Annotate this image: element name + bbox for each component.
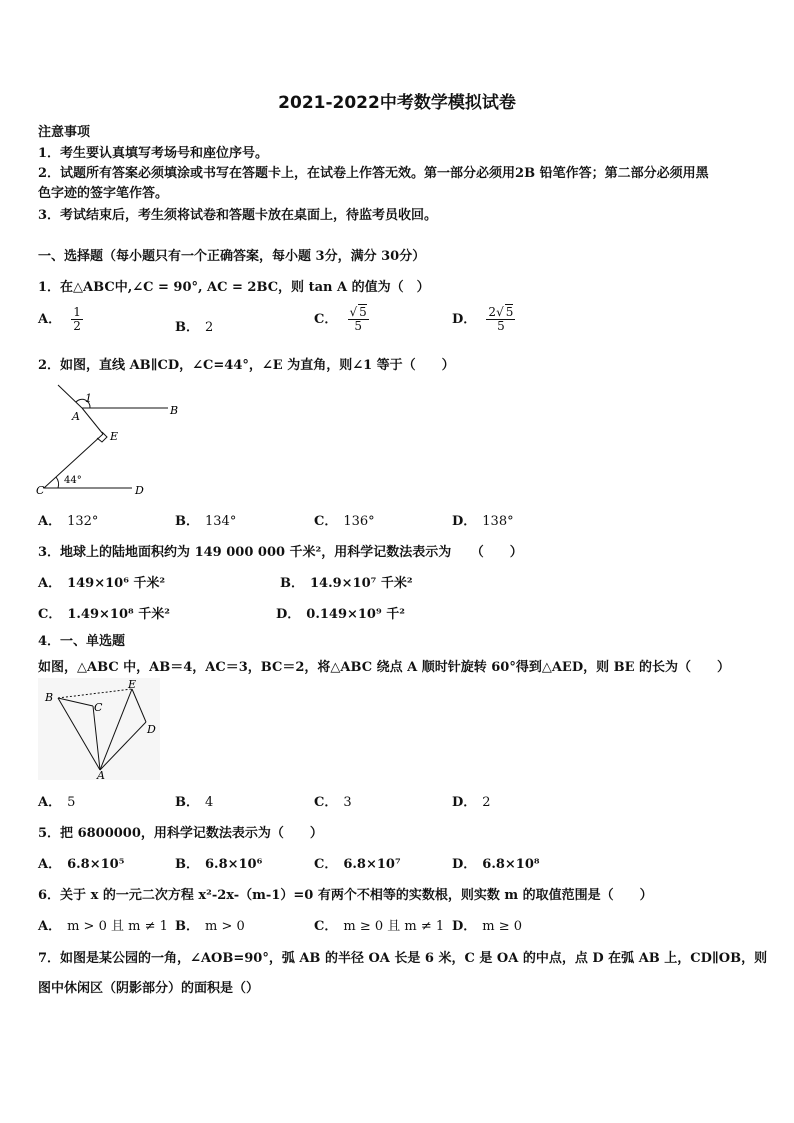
option-text: 14.9×10⁷ 千米² xyxy=(310,576,413,591)
numerator: √ 5 xyxy=(349,305,367,319)
q4-option-c xyxy=(314,791,352,810)
q7-stem-line-1: 7．如图是某公园的一角，∠AOB=90°，弧 AB 的半径 OA 长是 6 米，C 是 OA 的中点，点 D 在弧 AB 上，CD∥OB，则 xyxy=(38,951,768,966)
option-key: B． xyxy=(175,320,199,335)
q5-stem: 5．把 6800000，用科学记数法表示为（ ） xyxy=(38,826,323,841)
label-1: 1 xyxy=(85,392,92,405)
option-key: C． xyxy=(38,607,62,622)
option-key: A． xyxy=(38,312,62,328)
denominator: 2 xyxy=(73,319,81,334)
label-d: D xyxy=(135,484,144,497)
q1-option-d xyxy=(452,306,515,333)
option-text: 134° xyxy=(205,514,237,529)
q5-option-d xyxy=(452,853,540,872)
option-text: 136° xyxy=(343,514,375,529)
option-key: C． xyxy=(314,857,338,872)
option-key: A． xyxy=(38,795,62,810)
option-text: m > 0 xyxy=(205,919,245,934)
label-d: D xyxy=(147,723,156,736)
q3-option-d xyxy=(276,603,405,622)
option-text: 6.8×10⁵ xyxy=(67,857,125,872)
option-text: 149×10⁶ 千米² xyxy=(67,576,166,591)
section-heading: 一、选择题（每小题只有一个正确答案，每小题 3分，满分 30分） xyxy=(38,249,426,264)
option-text: m ≥ 0 且 m ≠ 1 xyxy=(343,919,445,934)
option-text: 1.49×10⁸ 千米² xyxy=(67,607,170,622)
notice-item-2: 2．试题所有答案必须填涂或书写在答题卡上，在试卷上作答无效。第一部分必须用2B 铅笔作答；第二部分必须用黑 xyxy=(38,166,709,181)
fraction xyxy=(71,306,83,333)
option-key: B． xyxy=(175,795,199,810)
option-key: B． xyxy=(175,857,199,872)
q2-option-a xyxy=(38,510,98,529)
option-key: C． xyxy=(314,312,338,328)
denominator: 5 xyxy=(497,319,505,334)
q3-option-c xyxy=(38,603,170,622)
q4-figure xyxy=(38,678,160,780)
q7-stem-line-2: 图中休闲区（阴影部分）的面积是（） xyxy=(38,981,260,996)
q4-option-d xyxy=(452,791,491,810)
label-a: A xyxy=(97,769,105,780)
fraction xyxy=(348,306,369,333)
label-a: A xyxy=(72,410,80,423)
option-key: D． xyxy=(452,312,477,328)
option-text: 6.8×10⁸ xyxy=(482,857,540,872)
option-key: A． xyxy=(38,857,62,872)
label-b: B xyxy=(45,691,54,704)
q2-stem: 2．如图，直线 AB∥CD，∠C=44°，∠E 为直角，则∠1 等于（ ） xyxy=(38,358,455,373)
option-key: D． xyxy=(452,919,477,934)
q3-option-a xyxy=(38,572,165,591)
option-text: m > 0 且 m ≠ 1 xyxy=(67,919,168,934)
q5-option-a xyxy=(38,853,124,872)
label-angle: 44° xyxy=(64,475,82,486)
q6-option-c xyxy=(314,915,444,934)
notice-heading: 注意事项 xyxy=(38,125,91,140)
line-ae xyxy=(58,385,82,408)
option-text: 2 xyxy=(482,795,491,810)
option-key: C． xyxy=(314,514,338,529)
option-text: 2 xyxy=(205,320,214,335)
radicand: 5 xyxy=(359,305,367,319)
q1-option-b xyxy=(175,316,213,335)
option-text: 132° xyxy=(67,514,99,529)
option-text: 5 xyxy=(67,795,76,810)
q6-option-b xyxy=(175,915,245,934)
line-ae-lower xyxy=(82,408,103,434)
option-key: D． xyxy=(452,857,477,872)
option-text: 138° xyxy=(482,514,514,529)
q2-option-d xyxy=(452,510,514,529)
option-key: B． xyxy=(175,919,199,934)
q3-option-b xyxy=(280,572,413,591)
option-text: m ≥ 0 xyxy=(482,919,523,934)
q4-header: 4．一、单选题 xyxy=(38,634,126,649)
q5-option-b xyxy=(175,853,262,872)
page-title: 2021-2022中考数学模拟试卷 xyxy=(278,93,516,113)
option-text: 3 xyxy=(343,795,352,810)
q1-stem: 1．在△ABC中,∠C = 90°, AC = 2BC，则 tan A 的值为（ ） xyxy=(38,280,430,295)
label-c: C xyxy=(94,701,103,714)
option-key: D． xyxy=(276,607,301,622)
notice-item-3: 3．考试结束后，考生须将试卷和答题卡放在桌面上，待监考员收回。 xyxy=(38,208,438,223)
label-c: C xyxy=(36,484,45,497)
q1-option-a xyxy=(38,306,83,333)
numerator: 2√ 5 xyxy=(488,305,514,319)
q6-option-d xyxy=(452,915,522,934)
option-key: A． xyxy=(38,919,62,934)
q2-option-c xyxy=(314,510,375,529)
label-e: E xyxy=(128,678,137,691)
radicand: 5 xyxy=(505,305,514,319)
q6-stem: 6．关于 x 的一元二次方程 x²-2x-（m-1）=0 有两个不相等的实数根，则实数 m 的取值范围是（ ） xyxy=(38,888,653,903)
option-text: 0.149×10⁹ 千² xyxy=(306,607,405,622)
q4-stem: 如图，△ABC 中，AB＝4，AC＝3，BC＝2，将△ABC 绕点 A 顺时针旋转 60°得到△AED，则 BE 的长为（ ） xyxy=(38,660,731,675)
notice-item-1: 1．考生要认真填写考场号和座位序号。 xyxy=(38,146,269,161)
notice-item-2-cont: 色字迹的签字笔作答。 xyxy=(38,186,169,201)
option-key: D． xyxy=(452,514,477,529)
coefficient: 2 xyxy=(488,305,497,319)
option-key: C． xyxy=(314,919,338,934)
option-key: B． xyxy=(280,576,304,591)
option-text: 6.8×10⁶ xyxy=(205,857,263,872)
option-key: A． xyxy=(38,576,62,591)
option-key: B． xyxy=(175,514,199,529)
fraction xyxy=(486,306,515,333)
q3-stem: 3．地球上的陆地面积约为 149 000 000 千米²，用科学记数法表示为 （ ） xyxy=(38,545,523,560)
q2-option-b xyxy=(175,510,236,529)
denominator: 5 xyxy=(354,319,362,334)
label-b: B xyxy=(170,404,179,417)
q1-option-c xyxy=(314,306,369,333)
q4-option-b xyxy=(175,791,213,810)
option-text: 4 xyxy=(205,795,214,810)
angle-c-arc xyxy=(56,477,59,488)
q6-option-a xyxy=(38,915,168,934)
numerator: 1 xyxy=(73,305,81,319)
option-key: C． xyxy=(314,795,338,810)
q2-figure xyxy=(30,380,190,502)
label-e: E xyxy=(110,430,119,443)
option-text: 6.8×10⁷ xyxy=(343,857,401,872)
q5-option-c xyxy=(314,853,401,872)
option-key: D． xyxy=(452,795,477,810)
q4-option-a xyxy=(38,791,75,810)
option-key: A． xyxy=(38,514,62,529)
